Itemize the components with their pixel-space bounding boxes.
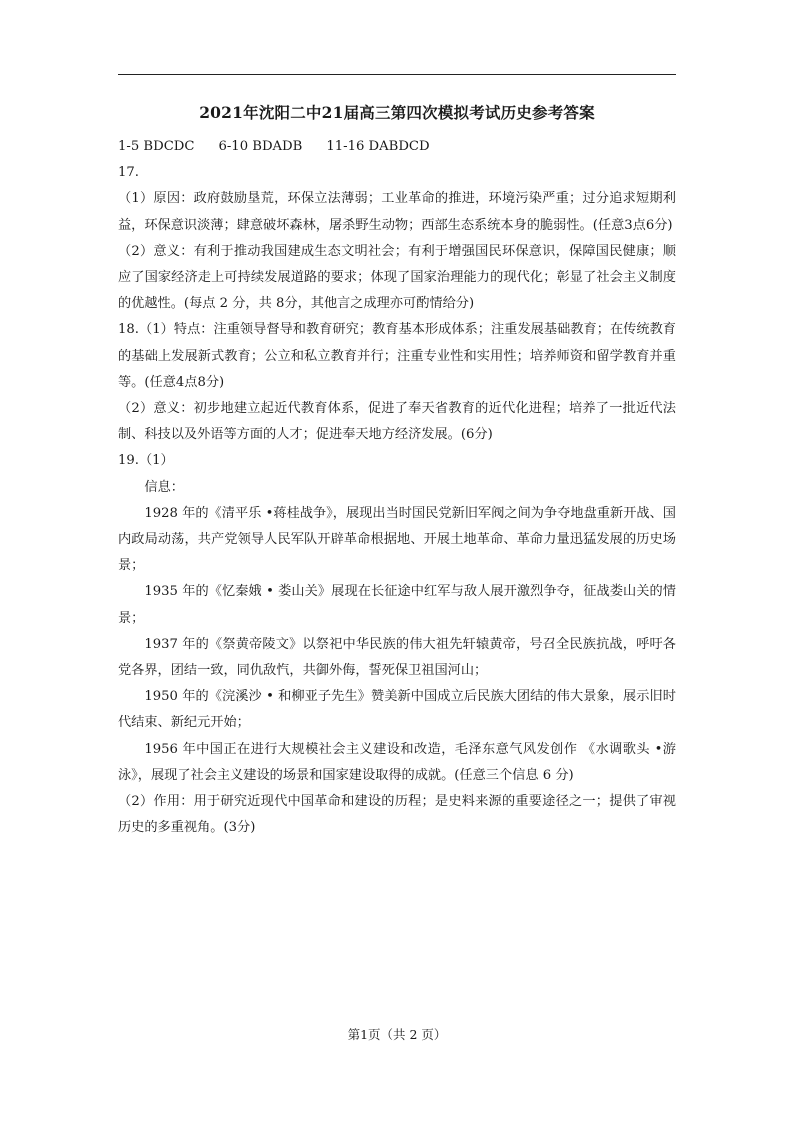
document-title: 2021年沈阳二中21届高三第四次模拟考试历史参考答案 [199, 103, 595, 122]
answers-11-16: 11-16 DABDCD [326, 139, 430, 154]
q17-label: 17. [118, 165, 139, 181]
answers-1-5: 1-5 BDCDC [118, 139, 195, 154]
multiple-choice-answers [118, 134, 676, 160]
header-rule [118, 74, 676, 75]
q19-info-1956: 1956 年中国正在进行大规模社会主义建设和改造，毛泽东意气风发创作 《水调歌头 •游泳》，展现了社会主义建设的场景和国家建设取得的成就。(任意三个信息 6 分) [118, 741, 676, 783]
q19-info-1928: 1928 年的《清平乐 •蒋桂战争》，展现出当时国民党新旧军阀之间为争夺地盘重新开战、国内政局动荡，共产党领导人民军队开辟革命根据地、开展土地革命、革命力量迅猛发展的历史场景； [118, 505, 676, 574]
q19-info-1935: 1935 年的《忆秦娥 • 娄山关》展现在长征途中红军与敌人展开激烈争夺，征战娄山关的情景； [118, 584, 676, 626]
answer-content [118, 134, 676, 841]
q19-label: 19.（1） [118, 453, 174, 469]
q17-part1: （1）原因：政府鼓励垦荒，环保立法薄弱；工业革命的推进，环境污染严重；过分追求短期利益，环保意识淡薄；肆意破坏森林，屠杀野生动物；西部生态系统本身的脆弱性。(任意3点6分) [118, 191, 676, 233]
answers-6-10: 6-10 BDADB [218, 139, 303, 154]
q19-info-label: 信息： [144, 479, 184, 495]
q19-info-1937: 1937 年的《祭黄帝陵文》以祭祀中华民族的伟大祖先轩辕黄帝，号召全民族抗战，呼吁各党各界，团结一致，同仇敌忾，共御外侮，誓死保卫祖国河山； [118, 636, 676, 679]
q18-part1: 18.（1）特点：注重领导督导和教育研究；教育基本形成体系；注重发展基础教育；在传统教育的基础上发展新式教育；公立和私立教育并行；注重专业性和实用性；培养师资和留学教育并重等。(任意4点8分) [118, 322, 676, 390]
q18-part2: （2）意义：初步地建立起近代教育体系，促进了奉天省教育的近代化进程；培养了一批近代法制、科技以及外语等方面的人才；促进奉天地方经济发展。(6分) [118, 401, 676, 443]
q17-part2: （2）意义：有利于推动我国建成生态文明社会；有利于增强国民环保意识，保障国民健康；顺应了国家经济走上可持续发展道路的要求；体现了国家治理能力的现代化；彰显了社会主义制度的优越性。(每点 2 分，共 8分，其他言之成理亦可酌情给分) [118, 243, 676, 312]
q19-info-1950: 1950 年的《浣溪沙 • 和柳亚子先生》赞美新中国成立后民族大团结的伟大景象，展示旧时代结束、新纪元开始； [118, 689, 676, 731]
page-footer: 第1页（共 2 页） [347, 1027, 447, 1042]
q19-part2: （2）作用：用于研究近现代中国革命和建设的历程；是史料来源的重要途径之一；提供了审视历史的多重视角。(3分) [118, 794, 676, 836]
